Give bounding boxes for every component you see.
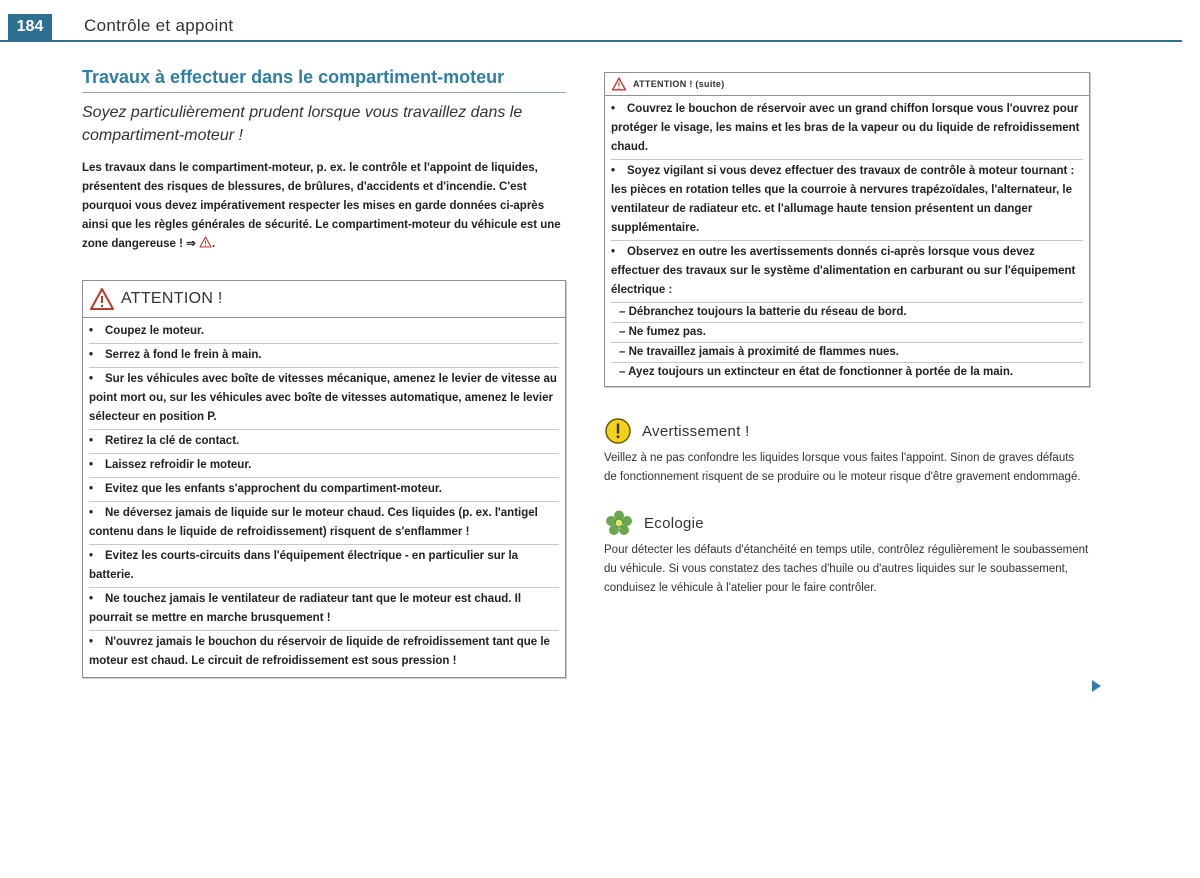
attention-subitem: – Ne fumez pas. [611, 323, 1083, 343]
attention-continued-box [604, 72, 1090, 387]
section-title: Travaux à effectuer dans le compartiment-moteur [82, 66, 566, 93]
attention-continued-title: ATTENTION ! (suite) [633, 79, 725, 89]
attention-item: • Observez en outre les avertissements donnés ci-après lorsque vous devez effectuer des travaux sur le système d'alimentation en carburant ou sur l'équipement électrique : [611, 241, 1083, 303]
continue-arrow-icon [1092, 680, 1101, 692]
attention-item: • Laissez refroidir le moteur. [89, 454, 559, 478]
warning-triangle-icon [611, 77, 627, 91]
attention-header [83, 281, 565, 318]
attention-subitem: – Ayez toujours un extincteur en état de fonctionner à portée de la main. [619, 366, 1014, 378]
notice-block [604, 417, 1090, 487]
attention-item: • Ne déversez jamais de liquide sur le moteur chaud. Ces liquides (p. ex. l'antigel contenu dans le liquide de refroidissement) risquent de s'enflammer ! [89, 502, 559, 545]
page-number: 184 [8, 14, 52, 40]
right-column [604, 72, 1090, 598]
attention-continued-header [605, 73, 1089, 96]
attention-box [82, 280, 566, 678]
attention-item: • Sur les véhicules avec boîte de vitesses mécanique, amenez le levier de vitesse au point mort ou, sur les véhicules avec boîte de vitesses automatique, amenez le levier sélecteur en position P. [89, 368, 559, 430]
section-intro: Les travaux dans le compartiment-moteur, p. ex. le contrôle et l'appoint de liquides, présentent des risques de blessures, de brûlures, d'accidents et d'incendie. C'est pourquoi vous devez impérativement respecter les mises en garde données ci-après ainsi que les règles générales de sécurité. Le compartiment-moteur du véhicule est une zone dangereuse ! ⇒ . [82, 162, 561, 250]
header-rule [0, 40, 1182, 42]
attention-title: ATTENTION ! [121, 290, 223, 307]
section-lead: Soyez particulièrement prudent lorsque vous travaillez dans le compartiment-moteur ! [82, 104, 523, 144]
notice-header [604, 417, 1090, 445]
flower-icon [604, 509, 634, 537]
attention-item: • Couvrez le bouchon de réservoir avec un grand chiffon lorsque vous l'ouvrez pour protéger le visage, les mains et les bras de la vapeur ou du liquide de refroidissement chaud. [611, 98, 1083, 160]
attention-subitem-list [611, 303, 1083, 382]
attention-item: • Coupez le moteur. [89, 320, 559, 344]
notice-title: Avertissement ! [642, 422, 750, 440]
attention-list [83, 318, 565, 677]
left-column [82, 66, 566, 678]
attention-item: • Evitez que les enfants s'approchent du compartiment-moteur. [89, 478, 559, 502]
warning-triangle-icon [199, 236, 212, 248]
ecology-header [604, 509, 1090, 537]
ecology-block [604, 509, 1090, 598]
attention-item: • N'ouvrez jamais le bouchon du réservoir de liquide de refroidissement tant que le moteur est chaud. Le circuit de refroidissement est sous pression ! [89, 636, 550, 667]
attention-item: • Soyez vigilant si vous devez effectuer des travaux de contrôle à moteur tournant : les pièces en rotation telles que la courroie à nervures trapézoïdales, l'alternateur, le ventilateur de radiateur etc. et l'allumage haute tension présentent un danger supplémentaire. [611, 160, 1083, 241]
attention-item: • Ne touchez jamais le ventilateur de radiateur tant que le moteur est chaud. Il pourrait se mettre en marche brusquement ! [89, 588, 559, 631]
section-intro-text: Les travaux dans le compartiment-moteur, p. ex. le contrôle et l'appoint de liquides, présentent des risques de blessures, de brûlures, d'accidents et d'incendie. C'est pourquoi vous devez impérativement respecter les mises en garde données ci-après ainsi que les règles générales de sécurité. Le compartiment-moteur du véhicule est une zone dangereuse ! ⇒ [82, 162, 561, 250]
attention-subitem: – Débranchez toujours la batterie du réseau de bord. [611, 303, 1083, 323]
exclamation-circle-icon [604, 417, 632, 445]
attention-item: • Serrez à fond le frein à main. [89, 344, 559, 368]
warning-triangle-icon [89, 287, 115, 311]
attention-item: • Retirez la clé de contact. [89, 430, 559, 454]
attention-item: • Evitez les courts-circuits dans l'équipement électrique - en particulier sur la batterie. [89, 545, 559, 588]
ecology-text: Pour détecter les défauts d'étanchéité en temps utile, contrôlez régulièrement le soubassement du véhicule. Si vous constatez des taches d'huile ou d'autres liquides sur le soubassement, conduisez le véhicule à l'atelier pour le faire contrôler. [604, 544, 1089, 594]
attention-subitem: – Ne travaillez jamais à proximité de flammes nues. [611, 343, 1083, 363]
chapter-title: Contrôle et appoint [84, 16, 234, 35]
notice-text: Veillez à ne pas confondre les liquides lorsque vous faites l'appoint. Sinon de graves défauts de fonctionnement risquent de se produire ou le moteur risque d'être gravement endommagé. [604, 452, 1081, 483]
ecology-title: Ecologie [644, 514, 704, 532]
attention-continued-list [605, 96, 1089, 386]
